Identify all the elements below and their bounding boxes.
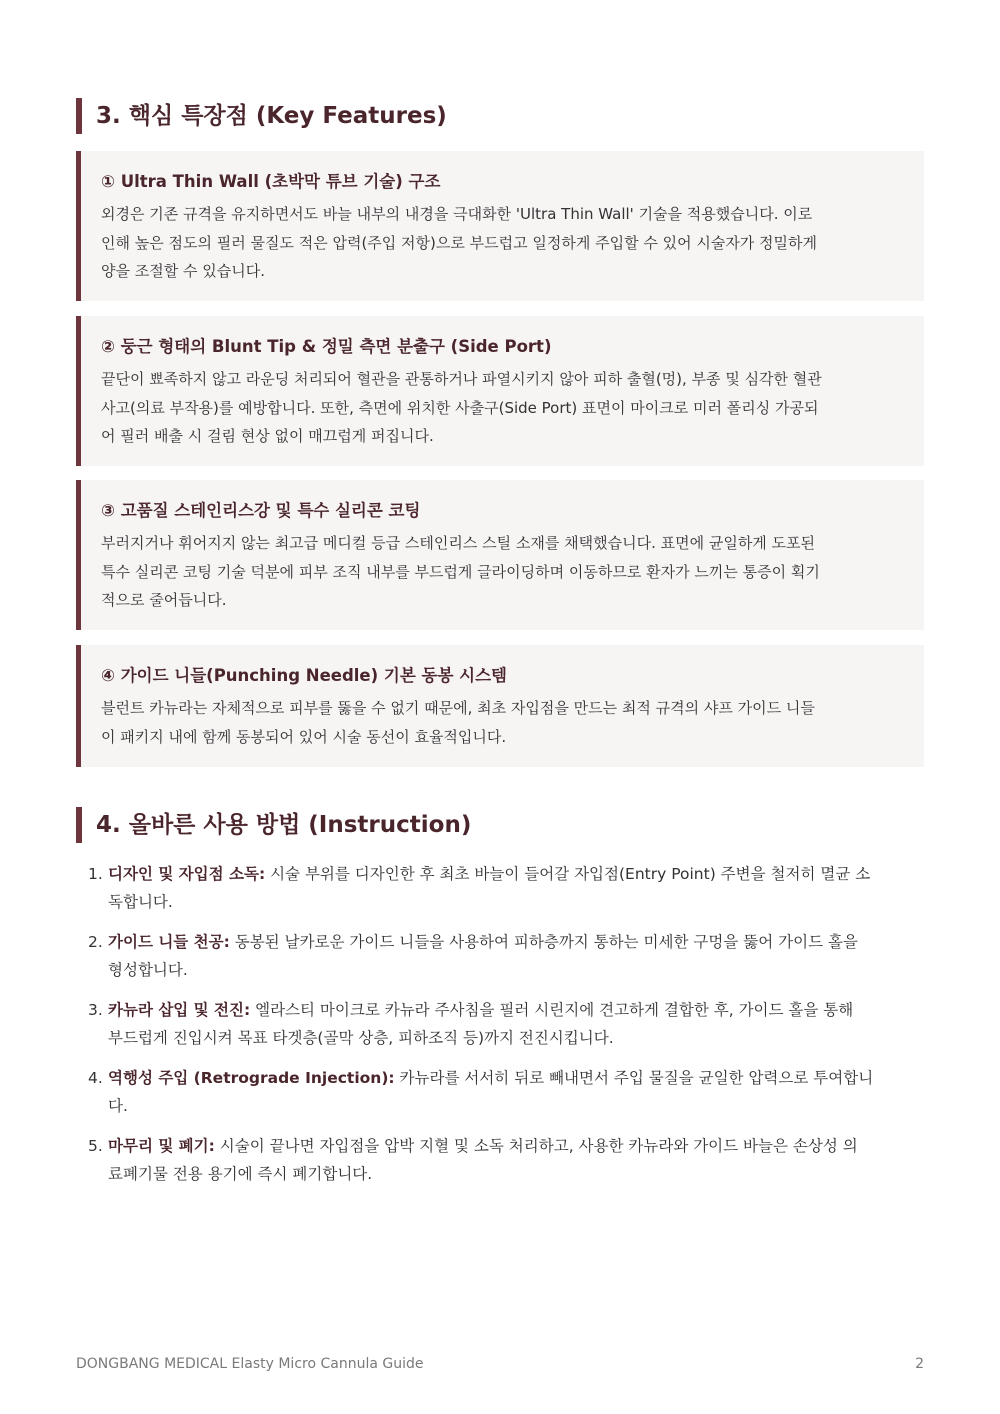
instruction-step	[76, 1132, 924, 1188]
step-text: 료폐기물 전용 용기에 즉시 폐기합니다.	[108, 1165, 373, 1183]
instruction-step	[76, 996, 924, 1052]
step-number: 5.	[88, 1137, 103, 1155]
instruction-step	[76, 928, 924, 984]
step-text: 시술 부위를 디자인한 후 최초 바늘이 들어갈 자입점(Entry Point) 주변을 철저히 멸균 소	[265, 865, 871, 883]
step-number: 2.	[88, 933, 103, 951]
feature-card-1	[76, 151, 924, 301]
feature-card-3	[76, 480, 924, 630]
feature-line: 부러지거나 휘어지지 않는 최고급 메디컬 등급 스테인리스 스틸 소재를 채택했습니다. 표면에 균일하게 도포된	[101, 534, 816, 552]
step-number: 1.	[88, 865, 103, 883]
step-text: 동봉된 날카로운 가이드 니들을 사용하여 피하층까지 통하는 미세한 구멍을 뚫어 가이드 홀을	[229, 933, 858, 951]
feature-body	[101, 694, 904, 751]
page-footer	[76, 1356, 924, 1372]
feature-line: 사고(의료 부작용)를 예방합니다. 또한, 측면에 위치한 사출구(Side Port) 표면이 마이크로 미러 폴리싱 가공되	[101, 398, 819, 417]
step-text: 엘라스티 마이크로 카뉴라 주사침을 필러 시린지에 견고하게 결합한 후, 가이드 홀을 통해	[250, 1001, 854, 1019]
footer-document-title: DONGBANG MEDICAL Elasty Micro Cannula Guide	[76, 1356, 424, 1372]
feature-card-4	[76, 645, 924, 767]
feature-line: 양을 조절할 수 있습니다.	[101, 262, 265, 280]
page-number: 2	[915, 1356, 924, 1372]
step-number: 3.	[88, 1001, 103, 1019]
feature-line: 인해 높은 점도의 필러 물질도 적은 압력(주입 저항)으로 부드럽고 일정하게 주입할 수 있어 시술자가 정밀하게	[101, 233, 818, 252]
step-label: 마무리 및 폐기:	[108, 1137, 215, 1155]
step-text: 다.	[108, 1097, 128, 1115]
instruction-step	[76, 860, 924, 916]
feature-line: 외경은 기존 규격을 유지하면서도 바늘 내부의 내경을 극대화한 'Ultra Thin Wall' 기술을 적용했습니다. 이로	[101, 205, 813, 223]
step-label: 역행성 주입 (Retrograde Injection):	[108, 1069, 395, 1087]
step-label: 가이드 니들 천공:	[108, 933, 230, 951]
feature-line: 끝단이 뾰족하지 않고 라운딩 처리되어 혈관을 관통하거나 파열시키지 않아 피하 출혈(멍), 부종 및 심각한 혈관	[101, 370, 822, 388]
feature-line: 적으로 줄어듭니다.	[101, 591, 227, 609]
feature-title: ④ 가이드 니들(Punching Needle) 기본 동봉 시스템	[101, 666, 507, 685]
feature-line: 특수 실리콘 코팅 기술 덕분에 피부 조직 내부를 부드럽게 글라이딩하며 이동하므로 환자가 느끼는 통증이 획기	[101, 562, 820, 581]
step-text: 카뉴라를 서서히 뒤로 빼내면서 주입 물질을 균일한 압력으로 투여합니	[394, 1069, 874, 1087]
step-label: 디자인 및 자입점 소독:	[108, 865, 266, 883]
step-text: 부드럽게 진입시켜 목표 타겟층(골막 상층, 피하조직 등)까지 전진시킵니다.	[108, 1029, 614, 1047]
feature-body	[101, 365, 904, 451]
feature-title: ② 둥근 형태의 Blunt Tip & 정밀 측면 분출구 (Side Port)	[101, 337, 552, 356]
feature-body	[101, 200, 904, 286]
step-label: 카뉴라 삽입 및 전진:	[108, 1001, 251, 1019]
section-3-heading: 3. 핵심 특장점 (Key Features)	[76, 98, 924, 134]
feature-line: 블런트 카뉴라는 자체적으로 피부를 뚫을 수 없기 때문에, 최초 자입점을 만드는 최적 규격의 샤프 가이드 니들	[101, 699, 815, 717]
step-text: 형성합니다.	[108, 961, 188, 979]
feature-line: 이 패키지 내에 함께 동봉되어 있어 시술 동선이 효율적입니다.	[101, 727, 507, 746]
section-4-heading: 4. 올바른 사용 방법 (Instruction)	[76, 807, 924, 843]
feature-card-2	[76, 316, 924, 466]
step-number: 4.	[88, 1069, 103, 1087]
feature-title: ① Ultra Thin Wall (초박막 튜브 기술) 구조	[101, 172, 441, 191]
feature-line: 어 필러 배출 시 걸림 현상 없이 매끄럽게 퍼집니다.	[101, 427, 434, 445]
instruction-list	[76, 860, 924, 1200]
feature-body	[101, 529, 904, 615]
feature-title: ③ 고품질 스테인리스강 및 특수 실리콘 코팅	[101, 501, 421, 520]
step-text: 독합니다.	[108, 893, 173, 911]
step-text: 시술이 끝나면 자입점을 압박 지혈 및 소독 처리하고, 사용한 카뉴라와 가이드 바늘은 손상성 의	[214, 1137, 858, 1155]
instruction-step	[76, 1064, 924, 1120]
